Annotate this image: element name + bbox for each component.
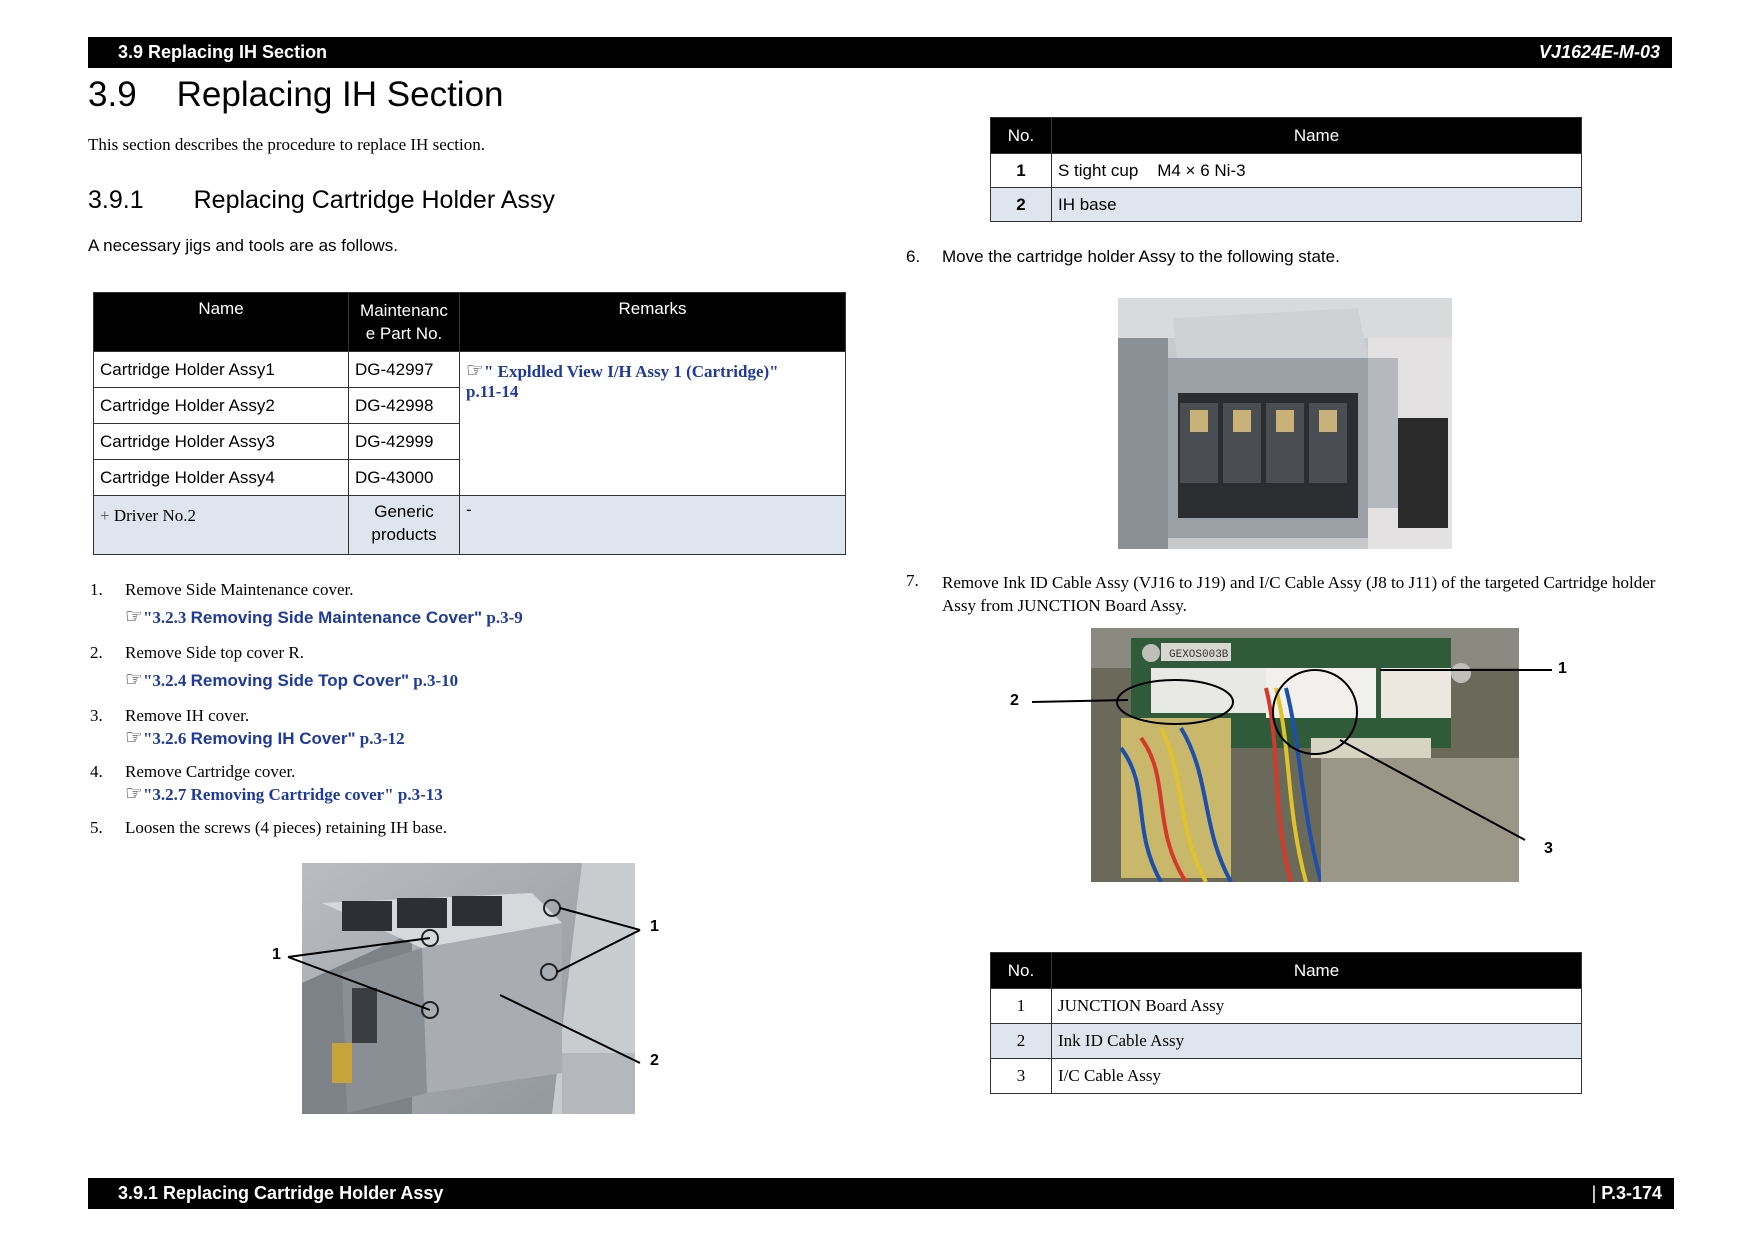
fig3-leader-lines: [1020, 640, 1600, 870]
table-row: [94, 352, 846, 388]
col-remarks-header: Remarks: [460, 293, 846, 352]
list-item: 4. Remove Cartridge cover. ☞"3.2.7 Removing Cartridge cover" p.3-13: [90, 762, 443, 805]
table-row: 2 Ink ID Cable Assy: [991, 1024, 1582, 1059]
step-reference: ☞"3.2.7 Removing Cartridge cover" p.3-13: [125, 781, 443, 805]
col-part-header: Maintenanc e Part No.: [349, 293, 460, 352]
subsection-title: [88, 186, 555, 215]
reference-hand-icon: ☞: [125, 725, 143, 749]
table-row: 1 S tight cup M4 × 6 Ni-3: [991, 154, 1582, 188]
cell-driver: [94, 496, 349, 555]
remark-page-link[interactable]: p.11-14: [466, 382, 519, 401]
table-row: 2 IH base: [991, 188, 1582, 222]
step-7-text: Remove Ink ID Cable Assy (VJ16 to J19) and I/C Cable Assy (J8 to J11) of the targeted Cartridge holder Assy from JUNCTION Board Assy.: [942, 573, 1656, 615]
list-item: 5. Loosen the screws (4 pieces) retaining IH base.: [90, 818, 447, 837]
step-6-text: Move the cartridge holder Assy to the following state.: [942, 247, 1340, 266]
title-number: 3.9: [88, 75, 137, 114]
title-text: Replacing IH Section: [176, 75, 504, 114]
col-no-header: No.: [991, 118, 1052, 154]
col-name-header: Name: [1052, 118, 1582, 154]
header-doc-id: VJ1624E-M-03: [1538, 42, 1660, 62]
fig3-callout-3: 3: [1544, 840, 1553, 857]
list-item: 3. Remove IH cover. ☞"3.2.6 Removing IH Cover" p.3-12: [90, 706, 405, 749]
step-6-num: 6.: [906, 247, 921, 266]
page-title: [88, 75, 504, 115]
step-reference: ☞"3.2.3 Removing Side Maintenance Cover" p.3-9: [125, 604, 523, 628]
col-name-header: Name: [1052, 953, 1582, 989]
list-item: 1. Remove Side Maintenance cover. ☞"3.2.3 Removing Side Maintenance Cover" p.3-9: [90, 580, 523, 628]
parts-table-2: [990, 952, 1582, 1094]
reference-hand-icon: ☞: [466, 358, 484, 382]
cell-driver-part: Generic products: [349, 496, 460, 555]
step-reference: ☞"3.2.4 Removing Side Top Cover" p.3-10: [125, 667, 459, 691]
cell-part: DG-43000: [349, 460, 460, 496]
table-row-driver: [94, 496, 846, 555]
board-label: GEXOS003B: [1169, 649, 1229, 661]
footer-page-number: P.3-174: [1601, 1183, 1662, 1203]
tools-intro: A necessary jigs and tools are as follows.: [88, 236, 398, 255]
cell-name: Cartridge Holder Assy3: [94, 424, 349, 460]
footer-divider: |: [1591, 1183, 1597, 1203]
subsection-text: Replacing Cartridge Holder Assy: [193, 186, 555, 214]
driver-name: Driver No.2: [113, 506, 196, 525]
intro-text: This section describes the procedure to replace IH section.: [88, 135, 485, 154]
footer-page: [1592, 1178, 1662, 1209]
fig1-callout-2: 2: [650, 1052, 659, 1069]
parts-table-1: [990, 117, 1582, 222]
fig3-callout-2: 2: [1010, 692, 1019, 709]
fig1-callout-1-right: 1: [650, 918, 659, 935]
cell-name: Cartridge Holder Assy4: [94, 460, 349, 496]
cell-driver-remarks: -: [460, 496, 846, 555]
fig1-leader-lines: [260, 880, 680, 1080]
page-footer: [88, 1178, 1674, 1209]
cell-name: Cartridge Holder Assy2: [94, 388, 349, 424]
page-header: [88, 37, 1672, 68]
reference-hand-icon: ☞: [125, 604, 143, 628]
col-name-header: Name: [94, 293, 349, 352]
table-row: 1 JUNCTION Board Assy: [991, 989, 1582, 1024]
steps-list: [90, 580, 850, 848]
cell-part: DG-42998: [349, 388, 460, 424]
table-row: 3 I/C Cable Assy: [991, 1059, 1582, 1094]
col-no-header: No.: [991, 953, 1052, 989]
step-reference: ☞"3.2.6 Removing IH Cover" p.3-12: [125, 725, 405, 749]
remark-link[interactable]: " Expldled View I/H Assy 1 (Cartridge)": [483, 362, 779, 381]
header-section: 3.9 Replacing IH Section: [118, 42, 328, 62]
reference-hand-icon: ☞: [125, 667, 143, 691]
cell-name: Cartridge Holder Assy1: [94, 352, 349, 388]
list-item: 2. Remove Side top cover R. ☞"3.2.4 Removing Side Top Cover" p.3-10: [90, 643, 459, 691]
fig3-callout-1: 1: [1558, 660, 1567, 677]
cell-part: DG-42997: [349, 352, 460, 388]
tools-table: [93, 292, 846, 555]
reference-hand-icon: ☞: [125, 781, 143, 805]
subsection-number: 3.9.1: [88, 186, 144, 214]
cell-part: DG-42999: [349, 424, 460, 460]
cartridge-holder-photo: [1118, 298, 1452, 549]
fig1-callout-1-left: 1: [272, 946, 281, 963]
footer-section: 3.9.1 Replacing Cartridge Holder Assy: [118, 1183, 444, 1203]
driver-plus-icon: +: [100, 506, 110, 525]
step-7-num: 7.: [906, 571, 919, 590]
remarks-cell: [460, 352, 846, 496]
